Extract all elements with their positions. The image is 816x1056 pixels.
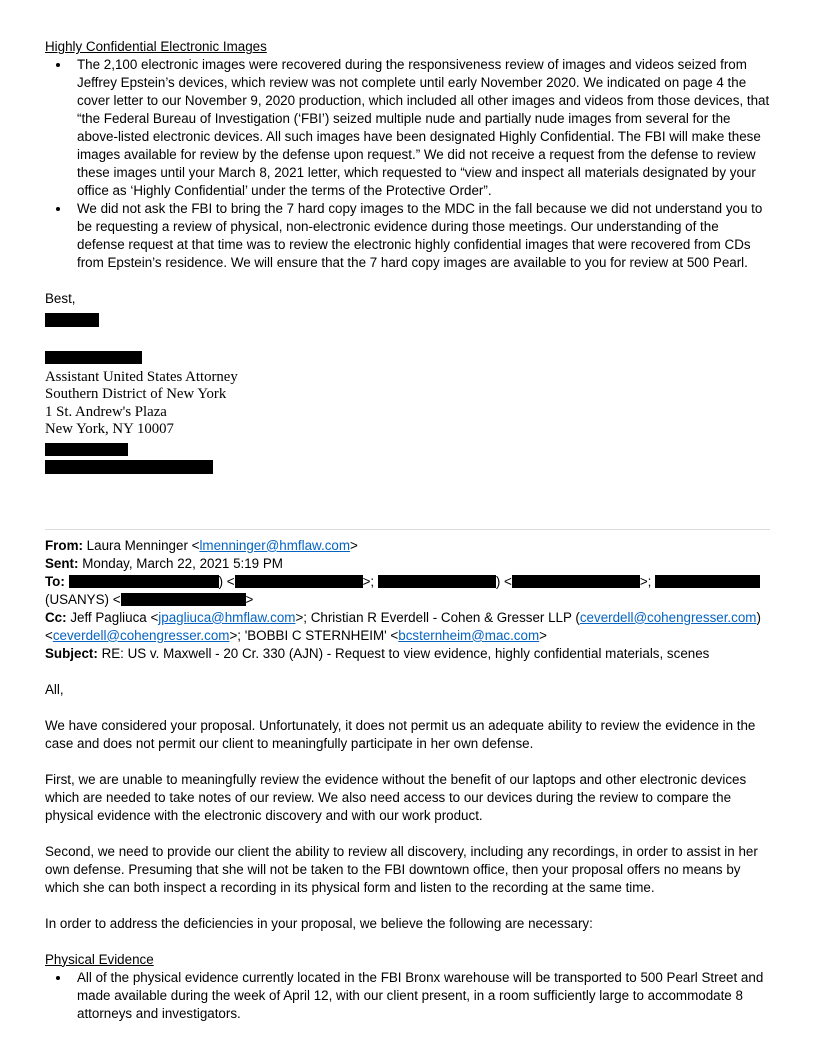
from-close: > <box>350 537 358 553</box>
to-separator: >; <box>639 573 656 589</box>
redaction-bar-phone <box>45 443 128 457</box>
cc-label: Cc: <box>45 609 67 625</box>
redaction-to-name-2 <box>378 575 496 588</box>
from-email-link[interactable]: lmenninger@hmflaw.com <box>199 537 350 553</box>
signature-address-1: 1 St. Andrew's Plaza <box>45 403 167 420</box>
to-separator: ) < <box>218 573 235 589</box>
to-separator: ) < <box>495 573 512 589</box>
redaction-bar-signer-name <box>45 313 99 327</box>
signature-org: Southern District of New York <box>45 386 227 403</box>
redaction-to-name-3 <box>655 575 760 588</box>
message-divider <box>45 529 770 530</box>
to-usanys: (USANYS) < <box>45 591 121 607</box>
cc-paren: ) <box>756 609 761 625</box>
body-paragraph-2: First, we are unable to meaningfully review the evidence without the benefit of our laptops and other electronic devices which are needed to take notes of our review. We also need access to our devices during the review to compare the physical evidence with the electronic discovery and with our work product. <box>45 771 747 823</box>
bullet-list-top <box>71 56 770 272</box>
redaction-to-email-1 <box>235 575 363 588</box>
email-sent-line <box>45 555 770 573</box>
cc-email-link-2[interactable]: ceverdell@cohengresser.com <box>579 609 757 625</box>
cc-email-link-4[interactable]: bcsternheim@mac.com <box>398 627 540 643</box>
section-heading-highly-confidential: Highly Confidential Electronic Images <box>45 39 267 54</box>
section-heading-physical-evidence: Physical Evidence <box>45 951 154 967</box>
email-to-line <box>45 573 770 609</box>
subject-label: Subject: <box>45 645 98 661</box>
salutation: All, <box>45 681 64 697</box>
signature-block <box>45 369 770 439</box>
body-paragraph-1: We have considered your proposal. Unfortunately, it does not permit us an adequate ability to review the evidence in the case and does not permit our client to meaningfully participate in her own defense. <box>45 717 756 751</box>
closing-best: Best, <box>45 291 76 306</box>
redaction-to-email-3 <box>121 593 246 606</box>
cc-name-3: >; 'BOBBI C STERNHEIM' < <box>229 627 399 643</box>
subject-value: RE: US v. Maxwell - 20 Cr. 330 (AJN) - Request to view evidence, highly confidential materials, scenes <box>101 645 710 661</box>
redaction-to-email-2 <box>512 575 640 588</box>
body-paragraph-4: In order to address the deficiencies in your proposal, we believe the following are necessary: <box>45 915 593 931</box>
to-label: To: <box>45 573 65 589</box>
bullet-item: • We did not ask the FBI to bring the 7 hard copy images to the MDC in the fall because we did not understand you to be requesting a review of physical, non-electronic evidence during those meetings. Our understanding of the defense request at that time was to review the electronic highly confidential images that were recovered from CDs from Epstein’s residence. We will ensure that the 7 hard copy images are available to you for review at 500 Pearl. <box>71 200 770 272</box>
redaction-to-name-1 <box>69 575 219 588</box>
email-subject-line <box>45 645 770 663</box>
cc-name-2: >; Christian R Everdell - Cohen & Gresser LLP ( <box>295 609 580 625</box>
email-from-line <box>45 537 770 555</box>
cc-email-link-3[interactable]: ceverdell@cohengresser.com <box>52 627 230 643</box>
body-paragraph-3: Second, we need to provide our client the ability to review all discovery, including any recordings, in order to assist in her own defense. Presuming that she will not be taken to the FBI downtown office, then your proposal offers no means by which she can both inspect a recording in its physical form and listen to the recording at the same time. <box>45 843 758 895</box>
cc-email-link-1[interactable]: jpagliuca@hmflaw.com <box>158 609 296 625</box>
cc-close: > <box>539 627 547 643</box>
from-label: From: <box>45 537 83 553</box>
to-separator: >; <box>362 573 378 589</box>
email-cc-line <box>45 609 770 645</box>
sent-label: Sent: <box>45 555 79 571</box>
bullet-item: • The 2,100 electronic images were recovered during the responsiveness review of images and videos seized from Jeffrey Epstein’s devices, which review was not complete until early November 2020. We indicated on page 4 the cover letter to our November 9, 2020 production, which included all other images and videos from those devices, that “the Federal Bureau of Investigation (‘FBI’) seized multiple nude and partially nude images from several for the above-listed electronic devices. All such images have been designated Highly Confidential. The FBI will make these images available for review by the defense upon request.” We did not receive a request from the defense to review these images until your March 8, 2021 letter, which requested to “view and inspect all materials designated by your office as ‘Highly Confidential’ under the terms of the Protective Order”. <box>71 56 770 200</box>
signature-title: Assistant United States Attorney <box>45 369 238 385</box>
redaction-bar-email <box>45 460 213 474</box>
sent-value: Monday, March 22, 2021 5:19 PM <box>82 555 283 571</box>
from-name: Laura Menninger < <box>86 537 200 553</box>
to-close: > <box>245 591 254 607</box>
signature-address-2: New York, NY 10007 <box>45 421 174 438</box>
cc-angle: < <box>45 627 53 643</box>
redaction-bar-full-name <box>45 351 142 365</box>
bullet-list-bottom <box>71 969 770 1023</box>
bullet-item: • All of the physical evidence currently located in the FBI Bronx warehouse will be transported to 500 Pearl Street and made available during the week of April 12, with our client present, in a room sufficiently large to accommodate 8 attorneys and investigators. <box>71 969 770 1023</box>
cc-name-1: Jeff Pagliuca < <box>70 609 159 625</box>
